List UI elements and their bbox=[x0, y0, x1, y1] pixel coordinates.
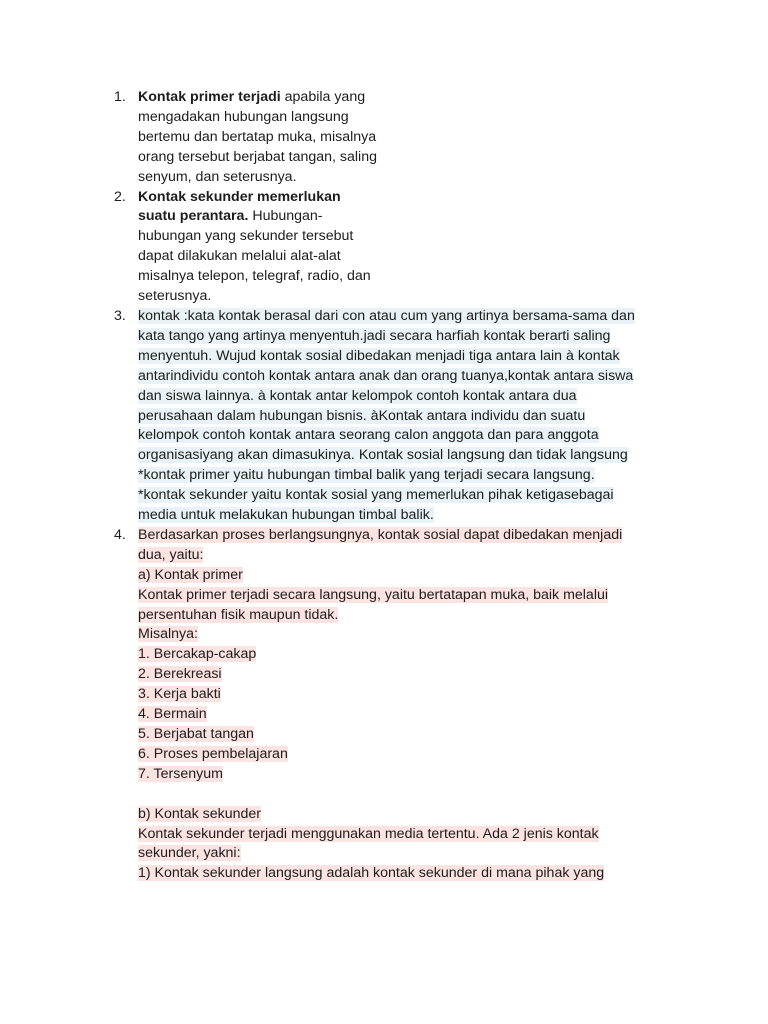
line-text: dan siswa lainnya. à kontak antar kelompok contoh kontak antara dua bbox=[138, 387, 577, 404]
text-line bbox=[138, 685, 678, 705]
line-text: dua, yaitu: bbox=[138, 546, 204, 563]
line-text: 7. Tersenyum bbox=[138, 765, 223, 782]
blank-line bbox=[138, 785, 678, 805]
line-text: a) Kontak primer bbox=[138, 566, 243, 583]
text-line bbox=[138, 844, 678, 864]
line-text: 1) Kontak sekunder langsung adalah kontak sekunder di mana pihak yang bbox=[138, 865, 605, 882]
text-line bbox=[138, 347, 678, 367]
line-text: hubungan yang sekunder tersebut bbox=[138, 228, 354, 245]
text-line bbox=[138, 367, 678, 387]
list-item-3 bbox=[114, 307, 678, 526]
line-text: senyum, dan seterusnya. bbox=[138, 168, 297, 185]
line-text: b) Kontak sekunder bbox=[138, 805, 262, 822]
text-line bbox=[138, 207, 678, 227]
text-line bbox=[138, 486, 678, 506]
text-line bbox=[138, 327, 678, 347]
list-item-number: 4. bbox=[114, 526, 126, 543]
line-text: mengadakan hubungan langsung bbox=[138, 108, 349, 125]
line-text: 4. Bermain bbox=[138, 706, 207, 723]
line-text: 3. Kerja bakti bbox=[138, 686, 221, 703]
text-line bbox=[138, 267, 678, 287]
text-line bbox=[138, 387, 678, 407]
text-line bbox=[138, 825, 678, 845]
list-item-1 bbox=[114, 88, 678, 188]
numbered-list bbox=[114, 88, 678, 884]
line-text: orang tersebut berjabat tangan, saling bbox=[138, 148, 377, 165]
bold-text: Kontak primer terjadi bbox=[138, 89, 281, 105]
line-text: misalnya telepon, telegraf, radio, dan bbox=[138, 268, 371, 285]
line-text: media untuk melakukan hubungan timbal balik. bbox=[138, 507, 434, 524]
text-line bbox=[138, 566, 678, 586]
text-line bbox=[138, 745, 678, 765]
text-line bbox=[138, 128, 678, 148]
line-text: 2. Berekreasi bbox=[138, 666, 222, 683]
line-text: Berdasarkan proses berlangsungnya, kontak sosial dapat dibedakan menjadi bbox=[138, 526, 623, 543]
line-text: kontak :kata kontak berasal dari con atau cum yang artinya bersama-sama dan bbox=[138, 307, 635, 324]
line-text: bertemu dan bertatap muka, misalnya bbox=[138, 128, 377, 145]
text-line bbox=[138, 506, 678, 526]
text-line bbox=[138, 407, 678, 427]
text-line bbox=[138, 665, 678, 685]
text-line bbox=[138, 446, 678, 466]
line-text: organisasiyang akan dimasukinya. Kontak sosial langsung dan tidak langsung bbox=[138, 447, 628, 464]
text-line bbox=[138, 168, 678, 188]
text-line bbox=[138, 606, 678, 626]
line-text: seterusnya. bbox=[138, 288, 212, 305]
line-text: kata tango yang artinya menyentuh.jadi secara harfiah kontak berarti saling bbox=[138, 327, 611, 344]
line-text: *kontak primer yaitu hubungan timbal balik yang terjadi secara langsung. bbox=[138, 467, 595, 484]
line-text: perusahaan dalam hubungan bisnis. àKontak antara individu dan suatu bbox=[138, 407, 586, 424]
text-line bbox=[138, 705, 678, 725]
text-line bbox=[138, 307, 678, 327]
line-text: apabila yang bbox=[280, 89, 366, 105]
text-line bbox=[138, 546, 678, 566]
text-line bbox=[138, 645, 678, 665]
line-text: Kontak primer terjadi secara langsung, yaitu bertatapan muka, baik melalui bbox=[138, 586, 609, 603]
text-line bbox=[138, 725, 678, 745]
line-text: *kontak sekunder yaitu kontak sosial yang memerlukan pihak ketigasebagai bbox=[138, 487, 614, 504]
text-line bbox=[138, 864, 678, 884]
text-line bbox=[138, 466, 678, 486]
line-text: antarindividu contoh kontak antara anak dan orang tuanya,kontak antara siswa bbox=[138, 367, 634, 384]
line-text: Hubungan- bbox=[248, 208, 323, 225]
text-line bbox=[138, 227, 678, 247]
bold-text: Kontak sekunder memerlukan bbox=[138, 188, 341, 205]
text-line bbox=[138, 247, 678, 267]
list-item-number: 3. bbox=[114, 307, 126, 324]
line-text: 5. Berjabat tangan bbox=[138, 726, 254, 742]
line-text: sekunder, yakni: bbox=[138, 845, 241, 862]
line-text: Kontak sekunder terjadi menggunakan media tertentu. Ada 2 jenis kontak bbox=[138, 825, 599, 842]
list-item-4 bbox=[114, 526, 678, 884]
text-line bbox=[138, 148, 678, 168]
text-line bbox=[138, 287, 678, 307]
text-line bbox=[138, 805, 678, 825]
list-item-number: 2. bbox=[114, 188, 126, 205]
line-text: kelompok contoh kontak antara seorang calon anggota dan para anggota bbox=[138, 427, 599, 444]
text-line bbox=[138, 765, 678, 785]
text-line bbox=[138, 526, 678, 546]
text-line bbox=[138, 108, 678, 128]
bold-text: suatu perantara. bbox=[138, 208, 249, 225]
line-text: menyentuh. Wujud kontak sosial dibedakan menjadi tiga antara lain à kontak bbox=[138, 347, 620, 364]
line-text: Misalnya: bbox=[138, 626, 198, 643]
line-text: 6. Proses pembelajaran bbox=[138, 745, 288, 762]
list-item-number: 1. bbox=[114, 89, 126, 105]
list-item-2 bbox=[114, 188, 678, 307]
line-text: 1. Bercakap-cakap bbox=[138, 646, 257, 663]
text-line bbox=[138, 426, 678, 446]
text-line bbox=[138, 625, 678, 645]
line-text: persentuhan fisik maupun tidak. bbox=[138, 606, 339, 623]
text-line bbox=[138, 88, 678, 108]
text-line bbox=[138, 188, 678, 208]
line-text: dapat dilakukan melalui alat-alat bbox=[138, 248, 341, 265]
text-line bbox=[138, 586, 678, 606]
